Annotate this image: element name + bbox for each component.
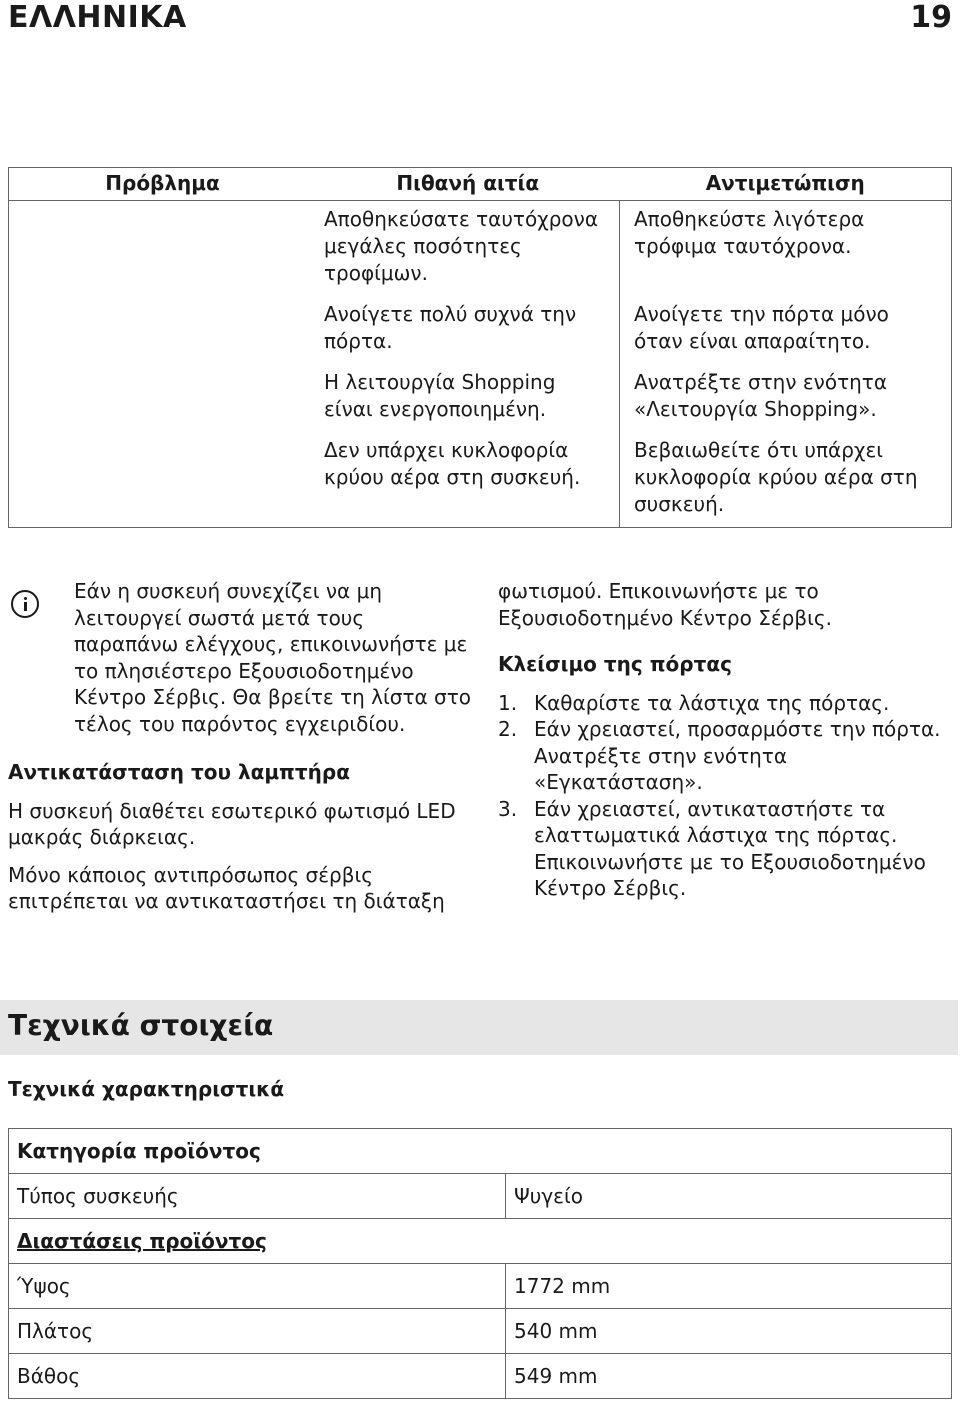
specs-subheading: Τεχνικά χαρακτηριστικά xyxy=(8,1077,285,1101)
list-item xyxy=(498,716,953,796)
height-value: 1772 mm xyxy=(506,1264,952,1309)
info-icon xyxy=(11,590,39,618)
step-number: 3. xyxy=(498,796,518,821)
table-row xyxy=(9,1129,952,1174)
info-note xyxy=(8,578,473,737)
cause-cell: Αποθηκεύσατε ταυτόχρονα μεγάλες ποσότητες τροφίμων. xyxy=(324,207,599,285)
depth-label: Βάθος xyxy=(9,1354,506,1399)
left-column xyxy=(8,578,473,926)
table-row xyxy=(9,1219,952,1264)
table-row xyxy=(9,1354,952,1399)
language-label: ΕΛΛΗΝΙΚΑ xyxy=(8,0,187,35)
depth-value: 549 mm xyxy=(506,1354,952,1399)
table-header-row xyxy=(9,168,952,201)
problem-cell xyxy=(9,296,317,364)
remedy-cell: Αποθηκεύστε λιγότερα τρόφιμα ταυτόχρονα. xyxy=(620,201,952,297)
type-label: Τύπος συσκευής xyxy=(9,1174,506,1219)
problem-cell xyxy=(9,201,317,297)
lamp-paragraph-2-continued: φωτισμού. Επικοινωνήστε με το Εξουσιοδοτημένο Κέντρο Σέρβις. xyxy=(498,579,832,630)
remedy-cell: Βεβαιωθείτε ότι υπάρχει κυκλοφορία κρύου αέρα στη συσκευή. xyxy=(620,432,952,528)
width-label: Πλάτος xyxy=(9,1309,506,1354)
column-header-problem: Πρόβλημα xyxy=(9,168,317,201)
section-header-bar xyxy=(0,1000,958,1055)
column-header-remedy: Αντιμετώπιση xyxy=(620,168,952,201)
table-row xyxy=(9,201,952,297)
section-title: Τεχνικά στοιχεία xyxy=(8,1009,274,1042)
door-steps-list xyxy=(498,690,953,902)
column-header-cause: Πιθανή αιτία xyxy=(316,168,620,201)
step-text: Εάν χρειαστεί, αντικαταστήστε τα ελαττωματικά λάστιχα της πόρτας. Επικοινωνήστε με το Εξουσιοδοτημένο Κέντρο Σέρβις. xyxy=(534,796,926,900)
cause-cell: Η λειτουργία Shopping είναι ενεργοποιημένη. xyxy=(324,370,556,421)
troubleshooting-table xyxy=(8,167,952,528)
cause-cell: Ανοίγετε πολύ συχνά την πόρτα. xyxy=(324,302,577,353)
type-value: Ψυγείο xyxy=(506,1174,952,1219)
remedy-cell: Ανατρέξτε στην ενότητα «Λειτουργία Shopping». xyxy=(620,364,952,432)
problem-cell xyxy=(9,364,317,432)
cause-cell: Δεν υπάρχει κυκλοφορία κρύου αέρα στη συσκευή. xyxy=(324,438,581,489)
lamp-heading: Αντικατάσταση του λαμπτήρα xyxy=(8,760,350,784)
info-note-text: Εάν η συσκευή συνεχίζει να μη λειτουργεί σωστά μετά τους παραπάνω ελέγχους, επικοινωνήστε με το πλησιέστερο Εξουσιοδοτημένο Κέντρο Σέρβις. Θα βρείτε τη λίστα στο τέλος του παρόντος εγχειριδίου. xyxy=(74,579,471,736)
list-item xyxy=(498,796,953,902)
table-row xyxy=(9,296,952,364)
dimensions-label: Διαστάσεις προϊόντος xyxy=(9,1219,952,1264)
step-text: Καθαρίστε τα λάστιχα της πόρτας. xyxy=(534,690,890,715)
table-row xyxy=(9,364,952,432)
step-number: 2. xyxy=(498,717,518,741)
width-value: 540 mm xyxy=(506,1309,952,1354)
specs-table xyxy=(8,1128,952,1399)
lamp-paragraph-1: Η συσκευή διαθέτει εσωτερικό φωτισμό LED μακράς διάρκειας. xyxy=(8,798,456,849)
table-row xyxy=(9,1264,952,1309)
height-label: Ύψος xyxy=(9,1264,506,1309)
lamp-paragraph-2: Μόνο κάποιος αντιπρόσωπος σέρβις επιτρέπεται να αντικαταστήσει τη διάταξη xyxy=(8,862,445,913)
page-number: 19 xyxy=(910,0,952,35)
problem-cell xyxy=(9,432,317,528)
table-row xyxy=(9,432,952,528)
table-row xyxy=(9,1309,952,1354)
step-number: 1. xyxy=(498,690,518,715)
category-label: Κατηγορία προϊόντος xyxy=(9,1129,952,1174)
table-row xyxy=(9,1174,952,1219)
step-text: Εάν χρειαστεί, προσαρμόστε την πόρτα. Ανατρέξτε στην ενότητα «Εγκατάσταση». xyxy=(534,717,941,794)
page-header xyxy=(0,0,960,36)
right-column xyxy=(498,578,953,902)
remedy-cell: Ανοίγετε την πόρτα μόνο όταν είναι απαραίτητο. xyxy=(620,296,952,364)
door-heading: Κλείσιμο της πόρτας xyxy=(498,652,732,676)
list-item xyxy=(498,690,953,717)
